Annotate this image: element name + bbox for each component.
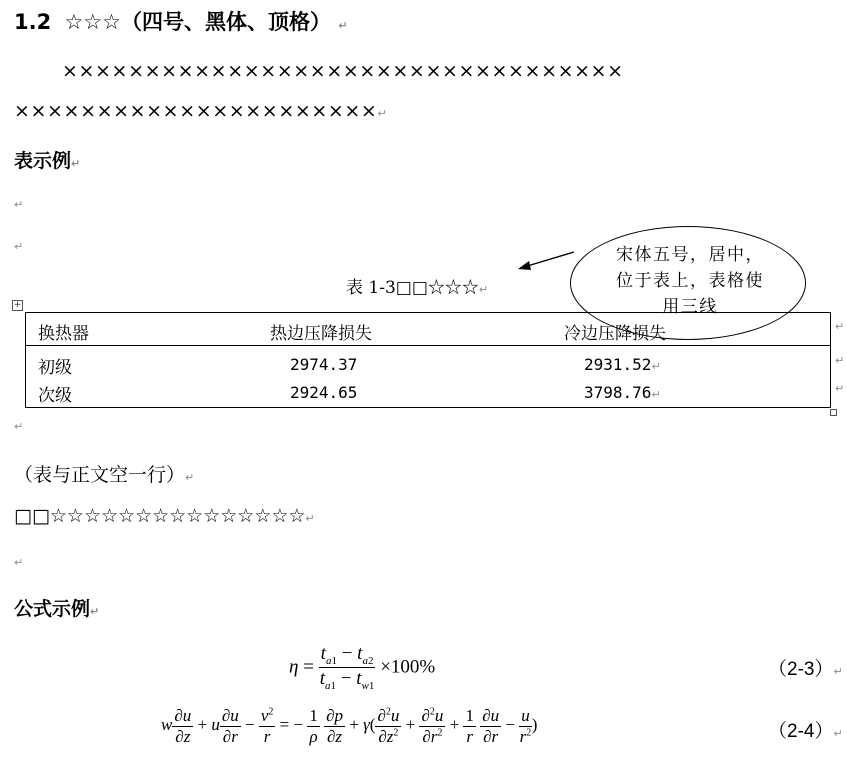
table-resize-handle-icon[interactable] <box>830 409 837 416</box>
row-end-mark-icon: ↵ <box>835 354 845 367</box>
cell-mark-icon: ↵ <box>651 360 661 373</box>
equation-number: （2-3）↵ <box>768 659 843 680</box>
empty-paragraph-mark-icon: ↵ <box>14 198 24 211</box>
equation-fraction: $\frac{t_{a1} - t_{a2}}{t_{a1} - t_{w1}}$ <box>319 643 375 693</box>
row-end-mark-icon: ↵ <box>835 320 845 333</box>
table-cell: 2974.37 <box>290 355 358 374</box>
paragraph-mark-icon: ↵ <box>71 157 81 170</box>
body-paragraph-line-1: ×××××××××××××××××××××××××××××××××× <box>62 60 624 82</box>
paragraph-mark-icon: ↵ <box>833 727 843 740</box>
table-header-rule <box>26 345 830 346</box>
table-cell: 2924.65 <box>290 383 358 402</box>
paragraph-mark-icon: ↵ <box>338 19 348 32</box>
row-end-mark-icon: ↵ <box>835 382 845 395</box>
table-header-cell: 热边压降损失 <box>270 324 372 344</box>
star-line: □□☆☆☆☆☆☆☆☆☆☆☆☆☆☆☆↵ <box>14 505 315 527</box>
paragraph-mark-icon: ↵ <box>478 283 489 296</box>
table-spacing-note: （表与正文空一行）↵ <box>14 464 195 486</box>
formula-section-title: 公式示例↵ <box>14 598 100 620</box>
paragraph-mark-icon: ↵ <box>377 107 388 120</box>
paragraph-mark-icon: ↵ <box>185 471 195 484</box>
table-caption: 表 1-3□□☆☆☆↵ <box>346 278 489 298</box>
paragraph-mark-icon: ↵ <box>833 665 843 678</box>
table-cell: 3798.76↵ <box>584 383 661 402</box>
paragraph-mark-icon: ↵ <box>90 605 100 618</box>
table-header-cell: 冷边压降损失 <box>564 324 666 344</box>
section-heading <box>14 6 348 36</box>
table-cell: 初级 <box>38 358 72 378</box>
equation-momentum: w $\frac{\partial u}{\partial z}$ + u $\frac{\partial u}{\partial r}$ − $\frac{v^2}{r}$ = − $\frac{1}{\rho}$ $\frac{\partial p}{\partial z}$ + γ( $\frac{\partial^2u}{\partial z^2}$ + $\frac{\partial^2u}{\partial r^2}$ + $\frac{1}{r}$ $\frac{\partial u}{\partial r}$ − $\frac{u}{r^2}$ ) <box>161 706 538 746</box>
table-cell: 次级 <box>38 386 72 406</box>
equation-number: （2-4）↵ <box>768 721 843 742</box>
heading-text: ☆☆☆（四号、黑体、顶格） <box>64 10 331 34</box>
body-paragraph-line-2: ××××××××××××××××××××××↵ <box>14 100 388 122</box>
empty-paragraph-mark-icon: ↵ <box>14 240 24 253</box>
equation-efficiency: η = $\frac{t_{a1} - t_{a2}}{t_{a1} - t_{w1}}$ ×100% <box>289 643 436 693</box>
heading-number: 1.2 <box>14 10 52 34</box>
cell-mark-icon: ↵ <box>651 388 661 401</box>
empty-paragraph-mark-icon: ↵ <box>14 420 24 433</box>
table-header-cell: 换热器 <box>38 324 89 344</box>
paragraph-mark-icon: ↵ <box>305 512 315 525</box>
data-table <box>25 312 831 408</box>
table-section-title: 表示例↵ <box>14 150 81 172</box>
callout-text: 宋体五号，居中，位于表上，表格使用三线 <box>616 245 764 317</box>
table-cell: 2931.52↵ <box>584 355 661 374</box>
empty-paragraph-mark-icon: ↵ <box>14 556 24 569</box>
table-move-handle-icon[interactable]: + <box>13 300 22 310</box>
